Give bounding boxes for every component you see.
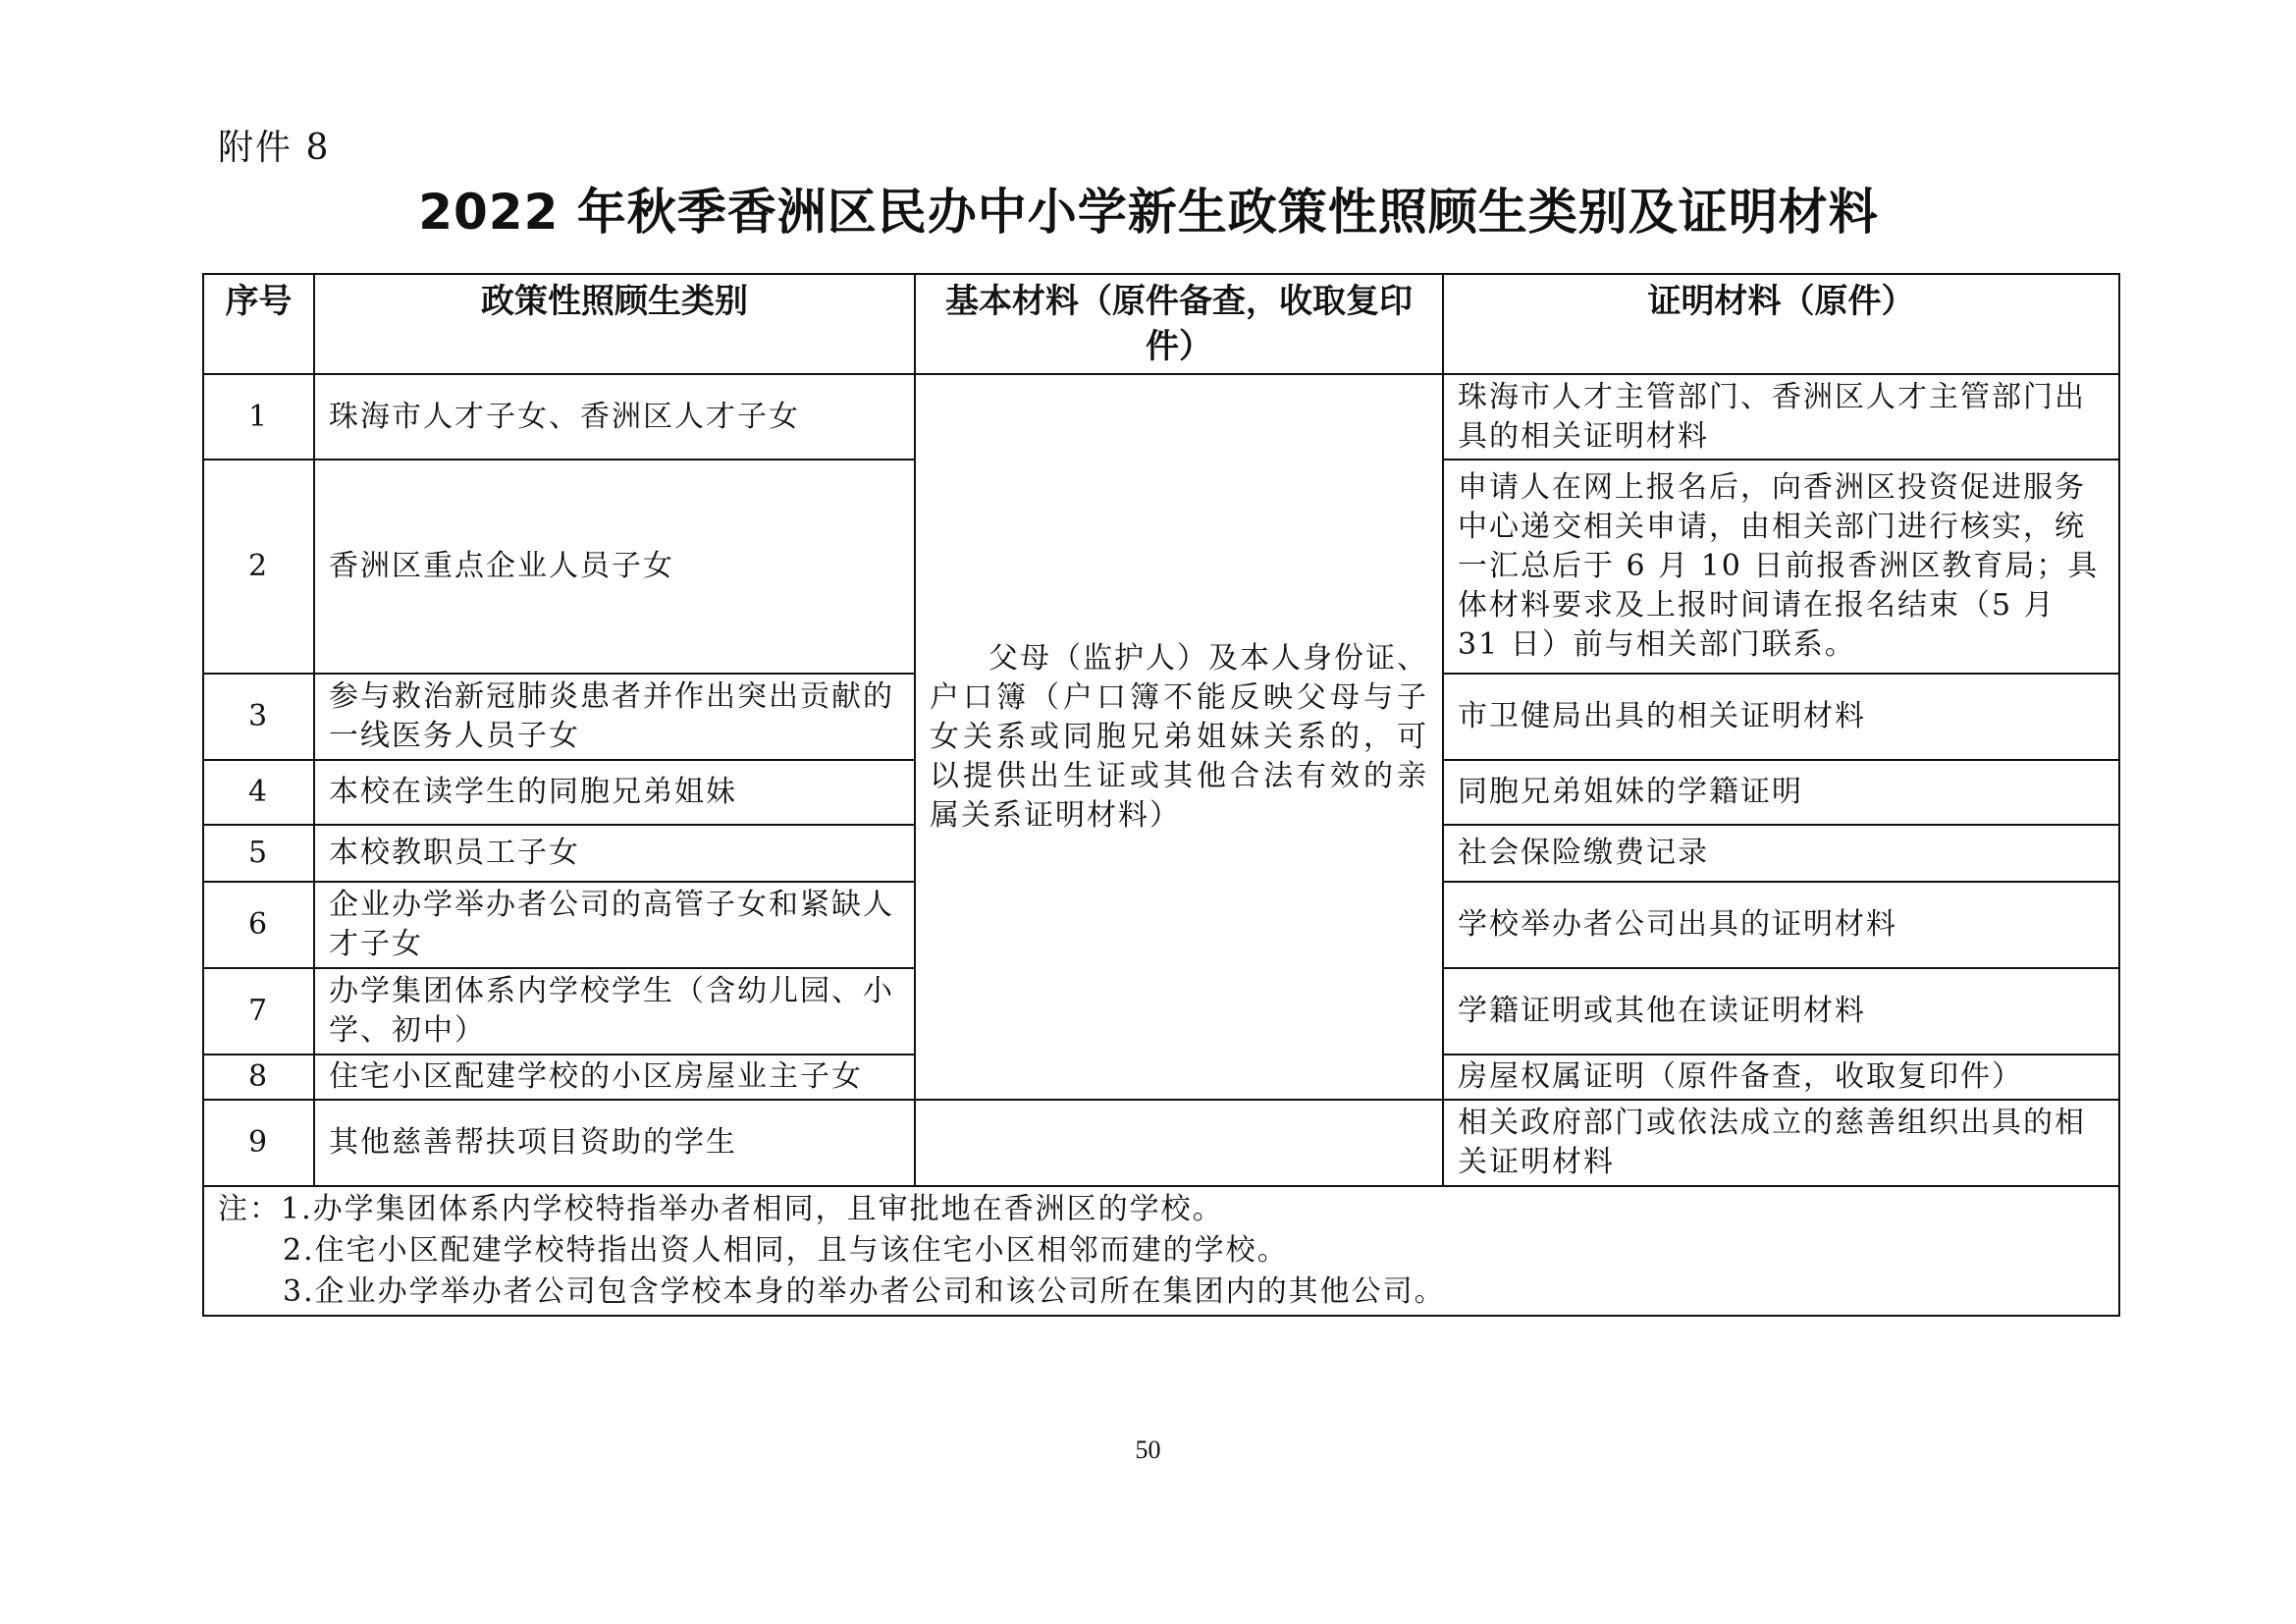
row-number: 2: [203, 460, 314, 674]
row-number: 4: [203, 760, 314, 825]
header-basic-material: 基本材料（原件备查，收取复印件）: [915, 274, 1443, 374]
row-proof: 相关政府部门或依法成立的慈善组织出具的相关证明材料: [1443, 1100, 2119, 1186]
header-no: 序号: [203, 274, 314, 374]
row-category: 住宅小区配建学校的小区房屋业主子女: [314, 1055, 915, 1100]
header-category: 政策性照顾生类别: [314, 274, 915, 374]
note-line-1: 注：1.办学集团体系内学校特指举办者相同，且审批地在香洲区的学校。: [218, 1192, 1224, 1226]
table-header-row: [203, 274, 2119, 374]
row-number: 9: [203, 1100, 314, 1186]
row-proof: 房屋权属证明（原件备查，收取复印件）: [1443, 1055, 2119, 1100]
basic-material-text: 父母（监护人）及本人身份证、户口簿（户口簿不能反映父母与子女关系或同胞兄弟姐妹关系的，可以提供出生证或其他合法有效的亲属关系证明材料）: [930, 640, 1428, 833]
table-row: [203, 374, 2119, 460]
page-number: 50: [1135, 1435, 1161, 1464]
row-number: 6: [203, 882, 314, 968]
header-proof-material: 证明材料（原件）: [1443, 274, 2119, 374]
row-category: 本校教职员工子女: [314, 825, 915, 882]
row-category: 参与救治新冠肺炎患者并作出突出贡献的一线医务人员子女: [314, 674, 915, 760]
row-category: 其他慈善帮扶项目资助的学生: [314, 1100, 915, 1186]
row-category: 本校在读学生的同胞兄弟姐妹: [314, 760, 915, 825]
table-row: [203, 1100, 2119, 1186]
row-basic: [915, 1100, 1443, 1186]
notes-row: [203, 1186, 2119, 1316]
row-number: 8: [203, 1055, 314, 1100]
row-category: 香洲区重点企业人员子女: [314, 460, 915, 674]
row-proof: 申请人在网上报名后，向香洲区投资促进服务中心递交相关申请，由相关部门进行核实，统一汇总后于 6 月 10 日前报香洲区教育局；具体材料要求及上报时间请在报名结束（5 月 31 日）前与相关部门联系。: [1443, 460, 2119, 674]
row-category: 办学集团体系内学校学生（含幼儿园、小学、初中）: [314, 968, 915, 1055]
row-number: 1: [203, 374, 314, 460]
row-category: 企业办学举办者公司的高管子女和紧缺人才子女: [314, 882, 915, 968]
notes-cell: [203, 1186, 2119, 1316]
row-proof: 学校举办者公司出具的证明材料: [1443, 882, 2119, 968]
row-category: 珠海市人才子女、香洲区人才子女: [314, 374, 915, 460]
row-number: 7: [203, 968, 314, 1055]
row-proof: 学籍证明或其他在读证明材料: [1443, 968, 2119, 1055]
row-proof: 珠海市人才主管部门、香洲区人才主管部门出具的相关证明材料: [1443, 374, 2119, 460]
policy-table: [202, 273, 2120, 1317]
note-line-2: 2.住宅小区配建学校特指出资人相同，且与该住宅小区相邻而建的学校。: [283, 1233, 1289, 1268]
attachment-label: 附件 8: [218, 128, 331, 168]
row-proof: 社会保险缴费记录: [1443, 825, 2119, 882]
page-title: 2022 年秋季香洲区民办中小学新生政策性照顾生类别及证明材料: [418, 184, 1879, 241]
row-number: 5: [203, 825, 314, 882]
row-proof: 市卫健局出具的相关证明材料: [1443, 674, 2119, 760]
row-proof: 同胞兄弟姐妹的学籍证明: [1443, 760, 2119, 825]
shared-basic-material: [915, 374, 1443, 1100]
note-line-3: 3.企业办学举办者公司包含学校本身的举办者公司和该公司所在集团内的其他公司。: [283, 1274, 1446, 1309]
row-number: 3: [203, 674, 314, 760]
